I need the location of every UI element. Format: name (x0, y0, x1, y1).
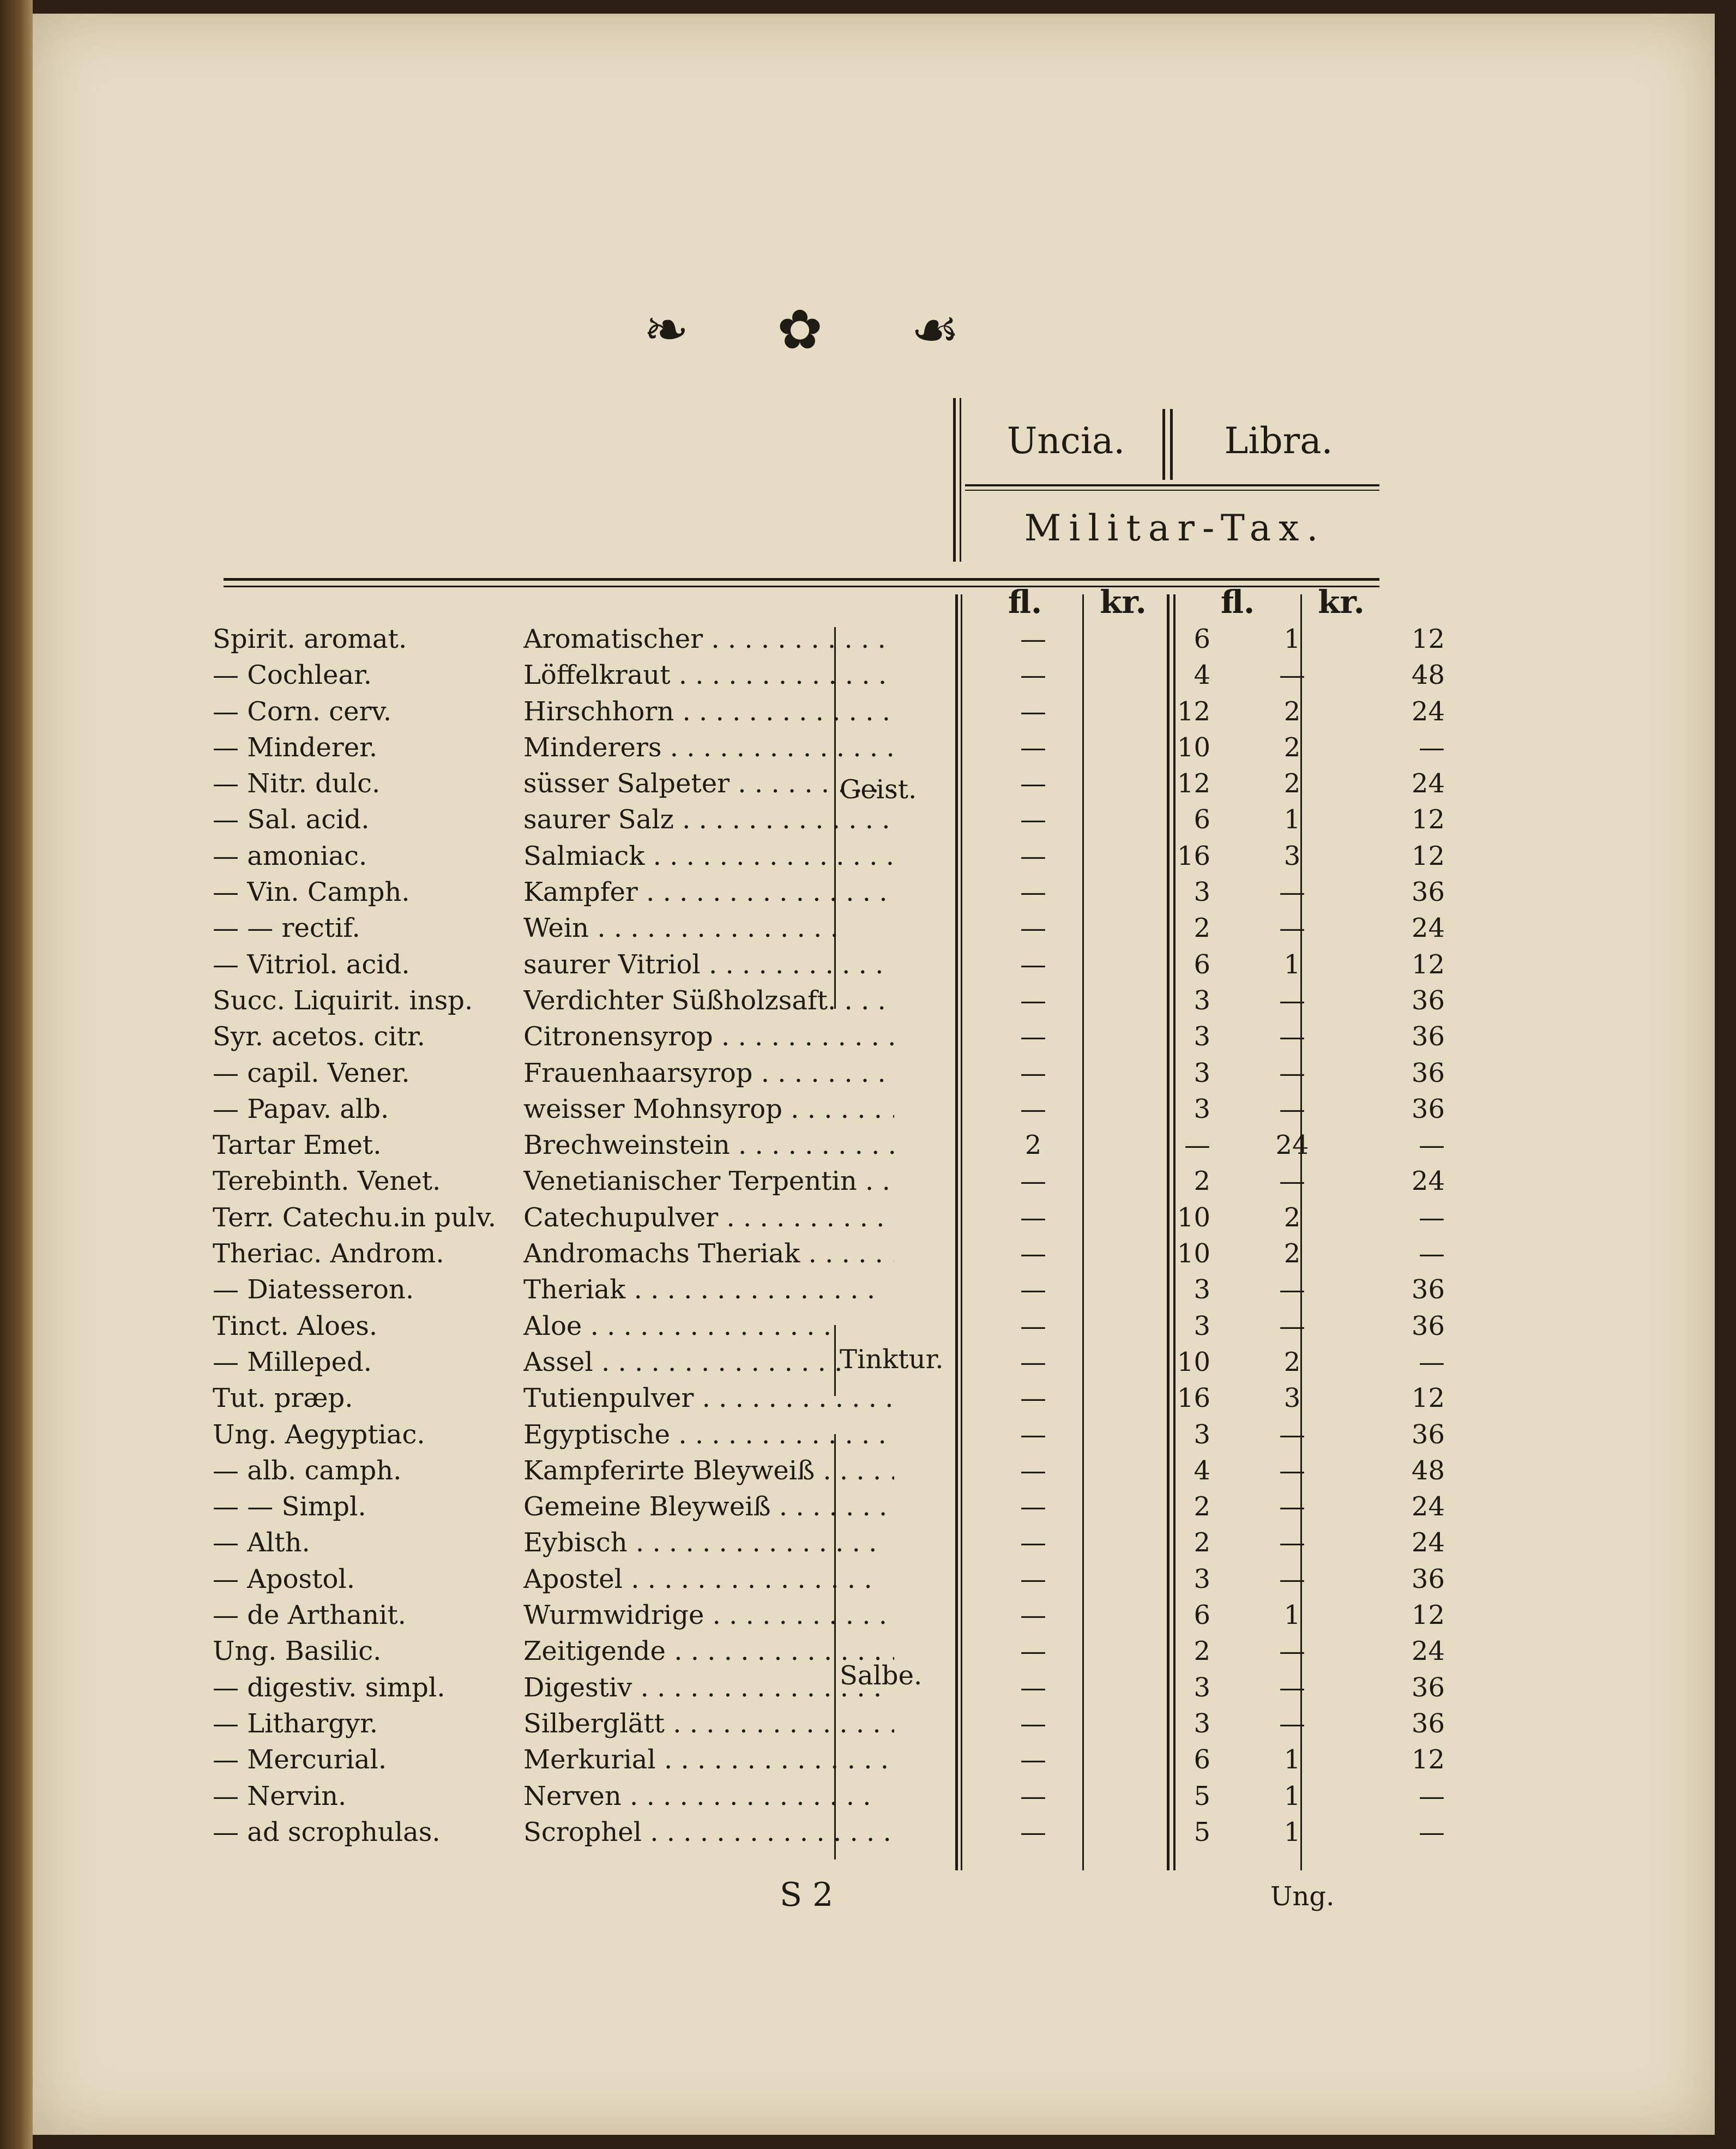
libra-kr-value: 12 (1411, 840, 1445, 871)
german-name: Theriak . . . (523, 1274, 894, 1305)
german-name: Catechupulver . . . (523, 1202, 894, 1233)
latin-name: — amoniac. (213, 840, 367, 871)
uncia-kr-value: 2 (1194, 1491, 1210, 1522)
german-name: Aloe . . . (523, 1311, 894, 1341)
latin-name: — Diatesseron. (213, 1274, 414, 1305)
uncia-fl-heading: fl. (1008, 583, 1042, 621)
table-row (213, 1815, 1445, 1851)
latin-name: Spirit. aromat. (213, 624, 407, 654)
table-row (213, 1706, 1445, 1742)
libra-kr-value: 36 (1411, 1274, 1445, 1305)
uncia-fl-value: — (1020, 1383, 1046, 1414)
book-binding (0, 0, 33, 2149)
libra-fl-value: — (1279, 1672, 1305, 1703)
uncia-fl-value: — (1020, 1274, 1046, 1305)
libra-kr-value: 12 (1411, 804, 1445, 835)
libra-fl-value: 2 (1283, 732, 1301, 763)
uncia-fl-value: — (1020, 1636, 1046, 1667)
latin-name: — capil. Vener. (213, 1057, 410, 1088)
libra-kr-value: — (1419, 1346, 1445, 1377)
uncia-fl-value: — (1020, 1166, 1046, 1197)
libra-kr-value: 36 (1411, 1093, 1445, 1124)
latin-name: — Sal. acid. (213, 804, 370, 835)
uncia-kr-value: 10 (1177, 1202, 1210, 1233)
header-left-double-rule-2 (960, 398, 961, 562)
table-row (213, 658, 1445, 694)
uncia-kr-value: 6 (1194, 804, 1210, 835)
uncia-fl-value: — (1020, 732, 1046, 763)
libra-fl-value: — (1279, 1419, 1305, 1450)
price-table (213, 622, 1445, 1851)
table-row (213, 839, 1445, 875)
libra-fl-value: 3 (1283, 840, 1301, 871)
libra-fl-value: 2 (1283, 696, 1301, 727)
libra-kr-value: 36 (1411, 1057, 1445, 1088)
libra-kr-value: 12 (1411, 949, 1445, 980)
salbe-group-label: Salbe. (840, 1660, 923, 1691)
uncia-kr-value: 3 (1194, 1310, 1210, 1341)
libra-kr-value: 24 (1411, 1636, 1445, 1667)
table-row (213, 875, 1445, 911)
libra-fl-value: — (1279, 1491, 1305, 1522)
libra-fl-value: — (1279, 660, 1305, 691)
uncia-fl-value: — (1020, 877, 1046, 908)
uncia-fl-value: — (1020, 1708, 1046, 1739)
header-mid-double-rule-2 (1170, 409, 1173, 480)
german-name: Aromatischer . . . (523, 624, 894, 654)
libra-kr-value: 12 (1411, 1383, 1445, 1414)
uncia-fl-value: — (1020, 1563, 1046, 1594)
libra-fl-value: — (1279, 1527, 1305, 1558)
uncia-fl-value: — (1020, 1057, 1046, 1088)
libra-kr-heading: kr. (1318, 583, 1365, 621)
libra-kr-value: 12 (1411, 1744, 1445, 1775)
table-row (213, 1092, 1445, 1128)
uncia-fl-value: — (1020, 1527, 1046, 1558)
latin-name: — Minderer. (213, 732, 378, 763)
uncia-kr-value: 3 (1194, 1672, 1210, 1703)
libra-fl-value: 1 (1283, 949, 1301, 980)
german-name: Scrophel . . . (523, 1817, 894, 1847)
uncia-kr-value: 2 (1194, 1636, 1210, 1667)
table-row (213, 1200, 1445, 1236)
table-row (213, 1164, 1445, 1200)
uncia-fl-value: — (1020, 1346, 1046, 1377)
german-name: Wurmwidrige . . . (523, 1600, 894, 1630)
table-row (213, 1779, 1445, 1815)
table-row (213, 947, 1445, 983)
german-name: Eybisch . . . (523, 1527, 894, 1558)
libra-fl-value: — (1279, 1636, 1305, 1667)
table-row (213, 1525, 1445, 1561)
table-row (213, 1562, 1445, 1598)
libra-kr-value: — (1419, 1130, 1445, 1161)
libra-fl-value: 3 (1283, 1383, 1301, 1414)
libra-fl-value: — (1279, 1274, 1305, 1305)
libra-kr-value: 24 (1411, 1527, 1445, 1558)
libra-fl-value: 24 (1275, 1130, 1309, 1161)
libra-kr-value: 36 (1411, 877, 1445, 908)
geist-group-label: Geist. (840, 774, 917, 805)
table-row (213, 983, 1445, 1019)
right-flourish-icon: ☙ (911, 298, 960, 362)
table-row (213, 766, 1445, 802)
table-row (213, 1598, 1445, 1634)
libra-fl-value: 2 (1283, 1346, 1301, 1377)
german-name: Kampferirte Bleyweiß . . . (523, 1455, 894, 1486)
german-name: Apostel . . . (523, 1564, 894, 1594)
latin-name: Syr. acetos. citr. (213, 1021, 425, 1052)
libra-fl-heading: fl. (1220, 583, 1255, 621)
table-row (213, 1417, 1445, 1453)
table-row (213, 1309, 1445, 1345)
uncia-kr-value: 3 (1194, 1419, 1210, 1450)
uncia-kr-value: 6 (1194, 949, 1210, 980)
uncia-fl-value: — (1020, 768, 1046, 799)
uncia-fl-value: — (1020, 1491, 1046, 1522)
table-row (213, 1742, 1445, 1778)
uncia-kr-value: 6 (1194, 624, 1210, 654)
libra-fl-value: 1 (1283, 1600, 1301, 1631)
center-wreath-icon: ✿ (777, 298, 823, 362)
tinktur-group-label: Tinktur. (840, 1344, 944, 1375)
table-row (213, 1272, 1445, 1308)
uncia-fl-value: — (1020, 949, 1046, 980)
latin-name: — Corn. cerv. (213, 696, 392, 727)
left-flourish-icon: ❧ (643, 298, 689, 362)
uncia-kr-value: 4 (1194, 1455, 1210, 1486)
uncia-kr-value: 16 (1177, 1383, 1210, 1414)
libra-fl-value: — (1279, 1563, 1305, 1594)
header-left-double-rule (953, 398, 956, 562)
libra-kr-value: 24 (1411, 768, 1445, 799)
uncia-kr-value: 4 (1194, 660, 1210, 691)
latin-name: Ung. Aegyptiac. (213, 1419, 425, 1450)
uncia-fl-value: — (1020, 696, 1046, 727)
german-name: Tutienpulver . . . (523, 1383, 894, 1413)
libra-kr-value: — (1419, 1238, 1445, 1269)
libra-fl-value: — (1279, 1166, 1305, 1197)
latin-name: — Papav. alb. (213, 1093, 389, 1124)
german-name: Kampfer . . . (523, 877, 894, 907)
uncia-fl-value: — (1020, 985, 1046, 1016)
uncia-kr-value: 6 (1194, 1600, 1210, 1631)
libra-kr-value: 24 (1411, 1166, 1445, 1197)
printers-ornament (643, 298, 960, 362)
libra-fl-value: 2 (1283, 1238, 1301, 1269)
uncia-kr-value: 6 (1194, 1744, 1210, 1775)
signature-mark: S 2 (780, 1876, 834, 1914)
libra-fl-value: — (1279, 1093, 1305, 1124)
libra-kr-value: — (1419, 732, 1445, 763)
latin-name: — Nervin. (213, 1780, 347, 1811)
uncia-kr-value: 10 (1177, 1238, 1210, 1269)
libra-fl-value: 1 (1283, 1780, 1301, 1811)
german-name: saurer Vitriol . . . (523, 949, 894, 980)
uncia-kr-value: 3 (1194, 1708, 1210, 1739)
uncia-kr-value: 3 (1194, 1021, 1210, 1052)
german-name: Hirschhorn . . . (523, 696, 894, 727)
table-row (213, 622, 1445, 658)
table-row (213, 911, 1445, 947)
latin-name: — Vin. Camph. (213, 877, 410, 908)
libra-fl-value: — (1279, 1021, 1305, 1052)
uncia-fl-value: — (1020, 1202, 1046, 1233)
uncia-fl-value: — (1020, 1780, 1046, 1811)
uncia-heading: Uncia. (1006, 420, 1125, 462)
table-row (213, 1236, 1445, 1272)
libra-fl-value: 1 (1283, 804, 1301, 835)
german-name: Zeitigende . . . (523, 1636, 894, 1666)
latin-name: Tinct. Aloes. (213, 1310, 378, 1341)
german-name: Egyptische . . . (523, 1419, 894, 1450)
latin-name: — alb. camph. (213, 1455, 402, 1486)
libra-kr-value: 48 (1411, 660, 1445, 691)
libra-fl-value: 1 (1283, 624, 1301, 654)
latin-name: Tartar Emet. (213, 1130, 382, 1161)
latin-name: — Cochlear. (213, 660, 372, 691)
german-name: Andromachs Theriak . . . (523, 1238, 894, 1269)
german-name: Frauenhaarsyrop . . . (523, 1058, 894, 1088)
uncia-kr-value: 3 (1194, 1563, 1210, 1594)
uncia-kr-value: 3 (1194, 877, 1210, 908)
uncia-kr-value: 2 (1194, 913, 1210, 944)
libra-heading: Libra. (1224, 420, 1333, 462)
libra-kr-value: 36 (1411, 985, 1445, 1016)
latin-name: — de Arthanit. (213, 1600, 406, 1631)
table-row (213, 730, 1445, 766)
latin-name: Theriac. Androm. (213, 1238, 444, 1269)
libra-kr-value: 24 (1411, 696, 1445, 727)
table-row (213, 1019, 1445, 1055)
german-name: Nerven . . . (523, 1781, 894, 1811)
catchword: Ung. (1270, 1881, 1335, 1912)
uncia-fl-value: 2 (1024, 1130, 1042, 1161)
uncia-fl-value: — (1020, 660, 1046, 691)
latin-name: — Alth. (213, 1527, 310, 1558)
libra-kr-value: 12 (1411, 624, 1445, 654)
libra-kr-value: 36 (1411, 1419, 1445, 1450)
latin-name: — Apostol. (213, 1563, 355, 1594)
libra-fl-value: — (1279, 877, 1305, 908)
table-row (213, 1056, 1445, 1092)
latin-name: — Vitriol. acid. (213, 949, 410, 980)
uncia-fl-value: — (1020, 1455, 1046, 1486)
latin-name: — ad scrophulas. (213, 1816, 441, 1847)
german-name: saurer Salz . . . (523, 804, 894, 835)
uncia-fl-value: — (1020, 1310, 1046, 1341)
uncia-kr-value: 12 (1177, 768, 1210, 799)
libra-fl-value: — (1279, 1708, 1305, 1739)
table-row (213, 1670, 1445, 1706)
table-row (213, 694, 1445, 730)
uncia-kr-value: 3 (1194, 985, 1210, 1016)
latin-name: Tut. præp. (213, 1383, 353, 1414)
latin-name: — — rectif. (213, 913, 360, 944)
latin-name: — — Simpl. (213, 1491, 366, 1522)
uncia-fl-value: — (1020, 804, 1046, 835)
uncia-fl-value: — (1020, 840, 1046, 871)
german-name: Venetianischer Terpentin . . . (523, 1166, 894, 1196)
libra-kr-value: 36 (1411, 1310, 1445, 1341)
libra-kr-value: — (1419, 1780, 1445, 1811)
libra-kr-value: 24 (1411, 913, 1445, 944)
libra-kr-value: — (1419, 1202, 1445, 1233)
libra-kr-value: 36 (1411, 1563, 1445, 1594)
latin-name: Terebinth. Venet. (213, 1166, 441, 1197)
uncia-fl-value: — (1020, 1419, 1046, 1450)
german-name: Wein . . . (523, 913, 894, 943)
table-row (213, 1345, 1445, 1381)
german-name: Citronensyrop . . . (523, 1021, 894, 1052)
latin-name: — Nitr. dulc. (213, 768, 381, 799)
header-divider-2 (965, 490, 1379, 491)
german-name: Salmiack . . . (523, 841, 894, 871)
libra-fl-value: — (1279, 985, 1305, 1016)
uncia-fl-value: — (1020, 1816, 1046, 1847)
uncia-kr-value: 5 (1194, 1780, 1210, 1811)
uncia-kr-heading: kr. (1100, 583, 1147, 621)
table-row (213, 1489, 1445, 1525)
libra-kr-value: 24 (1411, 1491, 1445, 1522)
german-name: Gemeine Bleyweiß . . . (523, 1491, 894, 1522)
uncia-kr-value: 3 (1194, 1274, 1210, 1305)
libra-fl-value: 1 (1283, 1744, 1301, 1775)
uncia-fl-value: — (1020, 1021, 1046, 1052)
libra-kr-value: — (1419, 1816, 1445, 1847)
latin-name: Succ. Liquirit. insp. (213, 985, 473, 1016)
latin-name: — digestiv. simpl. (213, 1672, 445, 1703)
latin-name: Ung. Basilic. (213, 1636, 382, 1667)
header-divider (965, 484, 1379, 486)
header-mid-double-rule (1162, 409, 1165, 480)
table-row (213, 1128, 1445, 1164)
uncia-kr-value: 12 (1177, 696, 1210, 727)
german-name: Silberglätt . . . (523, 1708, 894, 1739)
militar-tax-heading: Militar-Tax. (1024, 507, 1326, 549)
latin-name: Terr. Catechu.in pulv. (213, 1202, 497, 1233)
uncia-kr-value: 2 (1194, 1166, 1210, 1197)
libra-fl-value: — (1279, 1310, 1305, 1341)
uncia-fl-value: — (1020, 1238, 1046, 1269)
german-name: Brechweinstein . . . (523, 1130, 894, 1160)
table-top-rule (224, 578, 1379, 581)
libra-fl-value: 2 (1283, 1202, 1301, 1233)
uncia-kr-value: 3 (1194, 1057, 1210, 1088)
libra-fl-value: 1 (1283, 1816, 1301, 1847)
uncia-kr-value: 10 (1177, 1346, 1210, 1377)
libra-fl-value: — (1279, 1455, 1305, 1486)
german-name: süsser Salpeter . . . (523, 768, 894, 799)
libra-kr-value: 36 (1411, 1021, 1445, 1052)
german-name: Minderers . . . (523, 732, 894, 763)
german-name: Merkurial . . . (523, 1744, 894, 1775)
german-name: weisser Mohnsyrop . . . (523, 1094, 894, 1124)
table-row (213, 1453, 1445, 1489)
libra-kr-value: 36 (1411, 1672, 1445, 1703)
latin-name: — Milleped. (213, 1346, 372, 1377)
uncia-fl-value: — (1020, 913, 1046, 944)
table-row (213, 1634, 1445, 1670)
libra-kr-value: 36 (1411, 1708, 1445, 1739)
uncia-kr-value: 16 (1177, 840, 1210, 871)
uncia-kr-value: 10 (1177, 732, 1210, 763)
uncia-fl-value: — (1020, 624, 1046, 654)
uncia-fl-value: — (1020, 1672, 1046, 1703)
table-row (213, 1381, 1445, 1417)
latin-name: — Lithargyr. (213, 1708, 378, 1739)
libra-fl-value: 2 (1283, 768, 1301, 799)
german-name: Digestiv . . . (523, 1672, 894, 1703)
libra-fl-value: — (1279, 1057, 1305, 1088)
uncia-kr-value: 2 (1194, 1527, 1210, 1558)
uncia-kr-value: 3 (1194, 1093, 1210, 1124)
table-row (213, 802, 1445, 838)
uncia-kr-value: 5 (1194, 1816, 1210, 1847)
uncia-kr-value: — (1184, 1130, 1210, 1161)
uncia-fl-value: — (1020, 1744, 1046, 1775)
libra-fl-value: — (1279, 913, 1305, 944)
libra-kr-value: 48 (1411, 1455, 1445, 1486)
latin-name: — Mercurial. (213, 1744, 387, 1775)
german-name: Assel . . . (523, 1347, 894, 1377)
libra-kr-value: 12 (1411, 1600, 1445, 1631)
uncia-fl-value: — (1020, 1093, 1046, 1124)
german-name: Verdichter Süßholzsaft. . . . (523, 985, 894, 1016)
uncia-fl-value: — (1020, 1600, 1046, 1631)
german-name: Löffelkraut . . . (523, 660, 894, 690)
